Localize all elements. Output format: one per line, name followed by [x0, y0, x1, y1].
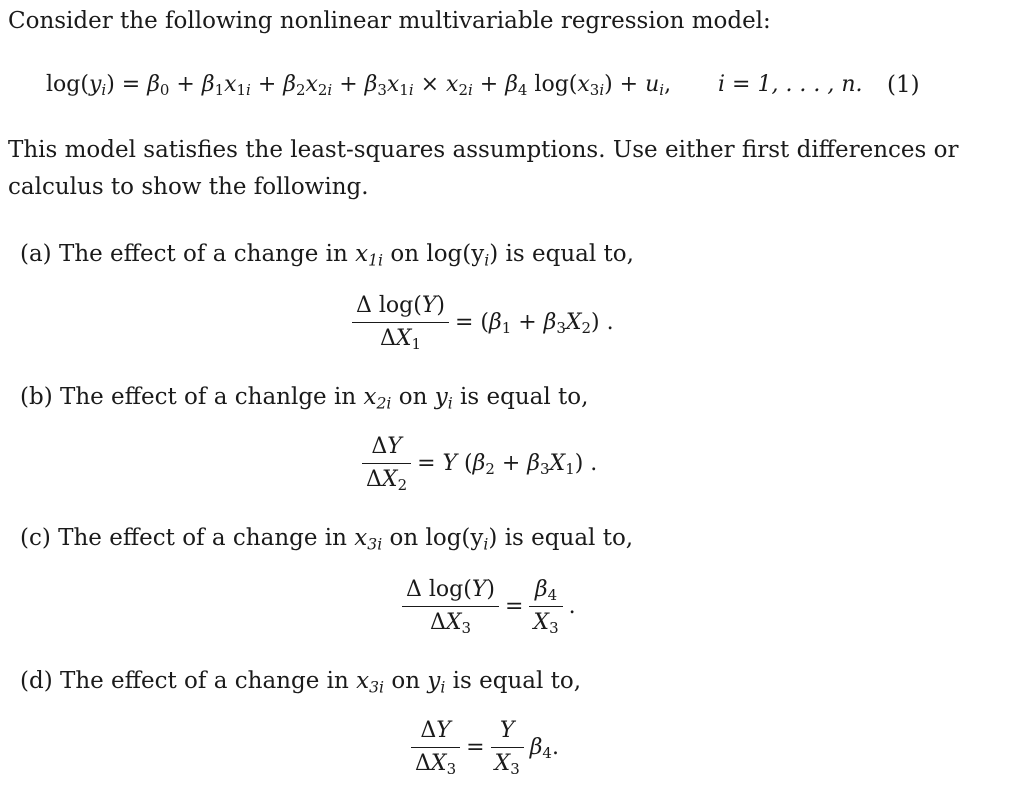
- part-c-fraction-right: $\frac{\beta_4}{X_3}$: [529, 576, 562, 637]
- part-d-label: (d): [20, 668, 53, 694]
- part-c-fraction-left: $\frac{\text{Δ log(Y)}}{\Delta X_3}$: [402, 576, 499, 637]
- part-b-statement: [20, 384, 589, 413]
- part-a-formula: $\frac{\text{Δ log(Y)}}{\Delta X_1}$ = $(\beta_1 + \beta_3X_2)$ .: [352, 292, 614, 353]
- part-b-text-mid: on: [398, 384, 428, 410]
- paragraph-line-2: calculus to show the following.: [8, 174, 369, 200]
- intro-text: Consider the following nonlinear multivariable regression model:: [8, 8, 771, 34]
- part-d-text-mid: on: [391, 668, 421, 694]
- part-a-statement: [20, 241, 634, 270]
- part-d-fraction-left: $\frac{\Delta Y}{\Delta X_3}$: [411, 717, 460, 778]
- part-d-variable: $x_{3i}$: [356, 668, 385, 697]
- part-c-label: (c): [20, 525, 51, 551]
- part-a-target: $\log(y_i)$: [426, 241, 499, 270]
- model-equation: $\log(y_i) = \beta_0 + \beta_1x_{1i} + \beta_2x_{2i} + \beta_3x_{1i} \times x_{2i} + \beta_4$ $\log(x_{3i}) + u_i$,: [46, 72, 672, 100]
- part-d-statement: [20, 668, 582, 697]
- part-a-variable: $x_{1i}$: [355, 241, 384, 270]
- part-a-text-after: is equal to,: [505, 241, 634, 267]
- part-a-text-mid: on: [390, 241, 420, 267]
- part-c-text-after: is equal to,: [504, 525, 634, 551]
- equation-index: i = 1, . . . , n.: [718, 72, 863, 97]
- part-d-text-before: The effect of a change in: [59, 668, 349, 694]
- part-b-target: $y_i$: [434, 384, 453, 413]
- part-c-text-mid: on: [389, 525, 419, 551]
- part-a-fraction: $\frac{\text{Δ log(Y)}}{\Delta X_1}$: [352, 292, 449, 353]
- part-c-text-before: The effect of a change in: [58, 525, 347, 551]
- part-a-label: (a): [20, 241, 52, 267]
- part-d-formula: $\frac{\Delta Y}{\Delta X_3}$ = $\frac{Y}{X_3}$ $\beta_4$.: [411, 717, 559, 778]
- part-b-variable: $x_{2i}$: [363, 384, 392, 413]
- part-b-label: (b): [20, 384, 53, 410]
- part-c-formula: $\frac{\text{Δ log(Y)}}{\Delta X_3}$ = $\frac{\beta_4}{X_3}$ .: [402, 576, 576, 637]
- part-b-fraction: $\frac{\Delta Y}{\Delta X_2}$: [362, 433, 411, 494]
- part-c-variable: $x_{3i}$: [354, 525, 383, 554]
- part-a-text-before: The effect of a change in: [58, 241, 348, 267]
- part-d-fraction-right: $\frac{Y}{X_3}$: [491, 717, 524, 778]
- part-d-text-after: is equal to,: [452, 668, 582, 694]
- part-c-target: $\log(y_i)$: [425, 525, 498, 554]
- part-b-text-before: The effect of a chanlge in: [59, 384, 357, 410]
- part-d-target: $y_i$: [427, 668, 446, 697]
- part-b-formula: $\frac{\Delta Y}{\Delta X_2}$ = Y $(\beta_2 + \beta_3X_1)$ .: [362, 433, 597, 494]
- equation-number: (1): [887, 72, 920, 98]
- part-c-statement: [20, 525, 634, 554]
- part-b-text-after: is equal to,: [460, 384, 589, 410]
- paragraph-line-1: This model satisfies the least-squares assumptions. Use either first differences or: [8, 137, 959, 163]
